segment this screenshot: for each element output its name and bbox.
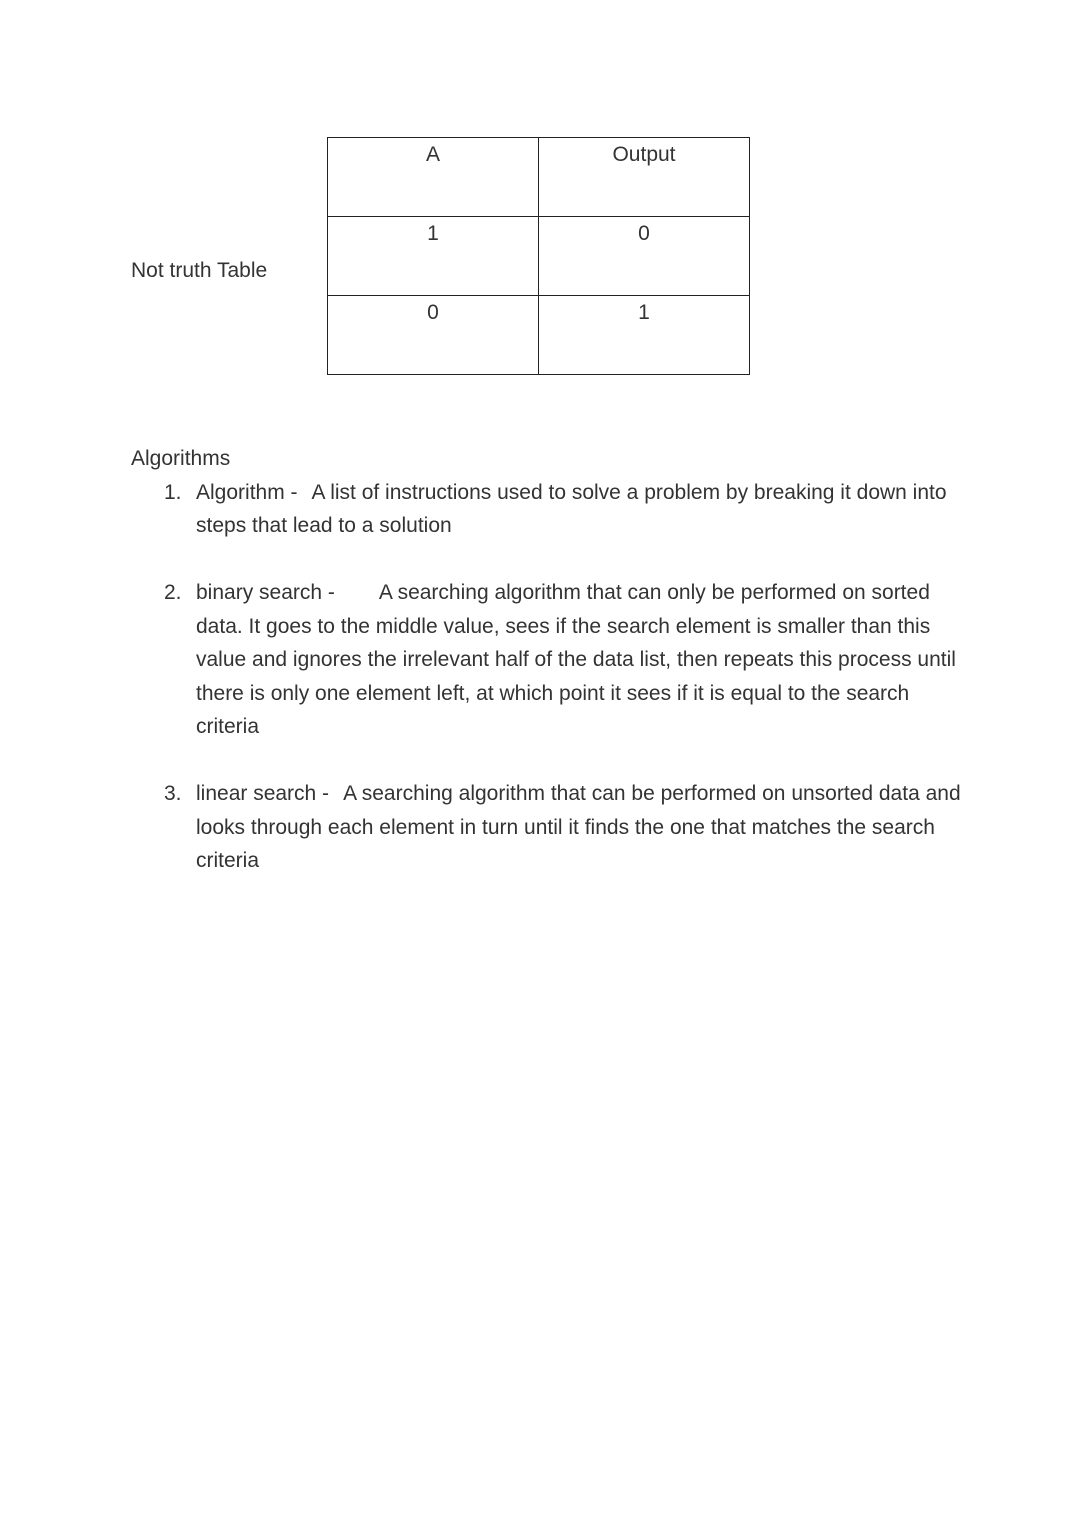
item-term: linear search - (196, 782, 330, 805)
item-number: 2. (164, 581, 182, 604)
item-definition: A list of instructions used to solve a problem by breaking it down into steps that lead to a solution (196, 480, 947, 537)
table-cell: 1 (539, 296, 750, 375)
truth-table-label: Not truth Table (131, 259, 268, 282)
item-definition: A searching algorithm that can only be performed on sorted data. It goes to the middle value, sees if the search element is smaller than this value and ignores the irrelevant half of the data list, then repeats this process until there is only one element left, at which point it sees if it is equal to the search criteria (196, 581, 956, 738)
table-cell: 0 (328, 296, 539, 375)
header-cell-a: A (328, 138, 539, 217)
not-truth-table (327, 137, 750, 375)
table-row (328, 296, 750, 375)
list-item (131, 777, 961, 878)
item-number: 3. (164, 782, 182, 805)
item-term: Algorithm - (196, 480, 298, 504)
table-cell: 0 (539, 217, 750, 296)
item-number: 1. (164, 480, 182, 504)
table-row (328, 217, 750, 296)
header-cell-output: Output (539, 138, 750, 217)
algorithms-section (131, 442, 961, 911)
list-item (131, 476, 961, 543)
table-cell: 1 (328, 217, 539, 296)
section-title: Algorithms (131, 447, 231, 470)
item-definition: A searching algorithm that can be performed on unsorted data and looks through each element in turn until it finds the one that matches the search criteria (196, 782, 961, 872)
algorithm-list (131, 476, 961, 878)
list-item (131, 576, 961, 744)
table-header-row (328, 138, 750, 217)
item-term: binary search - (196, 581, 335, 604)
